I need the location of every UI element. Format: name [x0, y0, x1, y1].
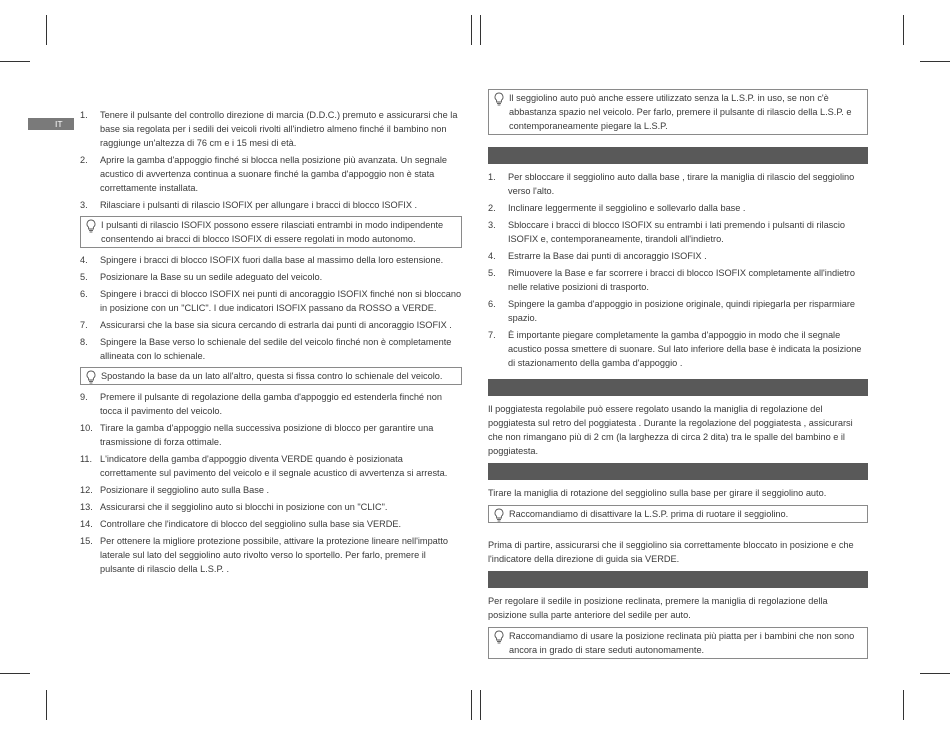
step-item — [488, 328, 868, 370]
step-text: È importante piegare completamente la gamba d'appoggio in modo che il segnale acustico possa smettere di suonare. Sul lato inferiore della base è indicata la posizione di stazionamento della gamba d'appoggio . — [508, 330, 862, 368]
step-item — [80, 390, 462, 418]
step-item — [488, 201, 868, 215]
step-number: 3. — [80, 200, 88, 210]
note-text: Raccomandiamo di disattivare la L.S.P. prima di ruotare il seggiolino. — [509, 509, 789, 519]
recline-paragraph: Per regolare il sedile in posizione reclinata, premere la maniglia di regolazione della posizione sulla parte anteriore del sedile per auto. — [488, 596, 828, 620]
crop-mark — [46, 15, 47, 45]
step-text: Premere il pulsante di regolazione della gamba d'appoggio ed estenderla finché non tocca il pavimento del veicolo. — [100, 392, 442, 416]
step-text: Sbloccare i bracci di blocco ISOFIX su entrambi i lati premendo i pulsanti di rilascio ISOFIX e, contemporaneamente, tirandoli all'indietro. — [508, 220, 846, 244]
step-item — [488, 266, 868, 294]
step-text: Inclinare leggermente il seggiolino e sollevarlo dalla base . — [508, 203, 746, 213]
step-item — [80, 483, 462, 497]
step-text: Per ottenere la migliore protezione possibile, attivare la protezione lineare nell'impatto laterale sul lato del seggiolino auto rivolto verso lo sportello. Per farlo, premere il pulsante di rilascio della L.S.P. . — [100, 536, 449, 574]
language-tab: IT — [28, 118, 74, 130]
step-item — [80, 198, 462, 212]
note-lsp-optional — [488, 89, 868, 135]
step-text: Posizionare la Base su un sedile adeguato del veicolo. — [100, 272, 323, 282]
step-item — [488, 170, 868, 198]
step-number: 10. — [80, 423, 93, 433]
step-item — [80, 270, 462, 284]
section-header-bar — [488, 571, 868, 588]
step-item — [80, 500, 462, 514]
step-number: 6. — [80, 289, 88, 299]
step-text: Controllare che l'indicatore di blocco del seggiolino sulla base sia VERDE. — [100, 519, 402, 529]
note-text: Raccomandiamo di usare la posizione reclinata più piatta per i bambini che non sono ancora in grado di stare seduti autonomamente. — [509, 631, 855, 655]
step-number: 14. — [80, 519, 93, 529]
step-text: Rilasciare i pulsanti di rilascio ISOFIX per allungare i bracci di blocco ISOFIX . — [100, 200, 418, 210]
check-paragraph: Prima di partire, assicurarsi che il seggiolino sia correttamente bloccato in posizione e che l'indicatore della direzione di guida sia VERDE. — [488, 540, 854, 564]
left-column — [80, 108, 462, 579]
step-number: 6. — [488, 299, 496, 309]
step-text: Rimuovere la Base e far scorrere i bracci di blocco ISOFIX completamente all'indietro nelle relative posizioni di trasporto. — [508, 268, 855, 292]
note-base-sideways — [80, 367, 462, 385]
step-item — [80, 253, 462, 267]
crop-mark — [46, 690, 47, 720]
step-item — [80, 534, 462, 576]
step-number: 4. — [488, 251, 496, 261]
crop-mark — [0, 673, 30, 674]
note-text: Il seggiolino auto può anche essere utilizzato senza la L.S.P. in uso, se non c'è abbastanza spazio nel veicolo. Per farlo, premere il pulsante di rilascio della L.S.P. e contemporaneamente piegare la L.S.P. — [509, 93, 852, 131]
crop-mark — [0, 61, 30, 62]
step-item — [80, 318, 462, 332]
crop-mark — [903, 15, 904, 45]
removal-steps — [488, 170, 868, 370]
crop-mark — [903, 690, 904, 720]
step-text: Per sbloccare il seggiolino auto dalla base , tirare la maniglia di rilascio del seggiolino verso l'alto. — [508, 172, 855, 196]
crop-mark — [471, 690, 472, 720]
installation-steps-c — [80, 390, 462, 576]
step-number: 5. — [488, 268, 496, 278]
step-item — [80, 287, 462, 315]
lightbulb-icon — [85, 370, 97, 384]
step-item — [80, 452, 462, 480]
rotate-paragraph: Tirare la maniglia di rotazione del seggiolino sulla base per girare il seggiolino auto. — [488, 488, 827, 498]
step-item — [80, 335, 462, 363]
note-recline — [488, 627, 868, 659]
crop-mark — [471, 15, 472, 45]
step-number: 2. — [488, 203, 496, 213]
step-text: Estrarre la Base dai punti di ancoraggio ISOFIX . — [508, 251, 707, 261]
step-number: 1. — [80, 110, 88, 120]
installation-steps-b — [80, 253, 462, 363]
lightbulb-icon — [85, 219, 97, 233]
step-number: 13. — [80, 502, 93, 512]
headrest-paragraph: Il poggiatesta regolabile può essere regolato usando la maniglia di regolazione del poggiatesta sul retro del poggiatesta . Durante la regolazione del poggiatesta , assicurarsi che non rimangano più di 2 cm (la larghezza di circa 2 dita) tra le spalle del bambino e il poggiatesta. — [488, 404, 853, 456]
step-item — [80, 517, 462, 531]
section-header-bar — [488, 147, 868, 164]
step-text: Spingere i bracci di blocco ISOFIX nei punti di ancoraggio ISOFIX finché non si bloccano in posizione con un "CLIC". I due indicatori ISOFIX passano da ROSSO a VERDE. — [100, 289, 462, 313]
step-number: 2. — [80, 155, 88, 165]
step-number: 1. — [488, 172, 496, 182]
step-item — [80, 108, 462, 150]
installation-steps-a — [80, 108, 462, 212]
crop-mark — [480, 15, 481, 45]
section-header-bar — [488, 379, 868, 396]
step-number: 4. — [80, 255, 88, 265]
note-isofix-buttons — [80, 216, 462, 248]
note-rotate — [488, 505, 868, 523]
step-number: 15. — [80, 536, 93, 546]
note-text: I pulsanti di rilascio ISOFIX possono essere rilasciati entrambi in modo indipendente consentendo ai bracci di blocco ISOFIX di essere regolati in modo autonomo. — [101, 220, 444, 244]
step-number: 9. — [80, 392, 88, 402]
right-column — [488, 89, 868, 664]
step-text: Tirare la gamba d'appoggio nella successiva posizione di blocco per garantire una trasmissione di forza ottimale. — [100, 423, 434, 447]
crop-mark — [920, 61, 950, 62]
crop-mark — [480, 690, 481, 720]
step-item — [488, 249, 868, 263]
step-number: 5. — [80, 272, 88, 282]
step-number: 11. — [80, 454, 93, 464]
lightbulb-icon — [493, 630, 505, 644]
step-text: L'indicatore della gamba d'appoggio diventa VERDE quando è posizionata correttamente sul pavimento del veicolo e il segnale acustico di avvertenza si arresta. — [100, 454, 448, 478]
step-number: 7. — [488, 330, 496, 340]
section-header-bar — [488, 463, 868, 480]
crop-mark — [920, 673, 950, 674]
step-text: Posizionare il seggiolino auto sulla Base . — [100, 485, 270, 495]
step-item — [80, 421, 462, 449]
lightbulb-icon — [493, 508, 505, 522]
step-text: Spingere la gamba d'appoggio in posizione originale, quindi ripiegarla per risparmiare spazio. — [508, 299, 856, 323]
step-text: Aprire la gamba d'appoggio finché si blocca nella posizione più avanzata. Un segnale acustico di avvertenza continua a suonare finché la gamba d'appoggio non è stata correttamente installata. — [100, 155, 448, 193]
step-number: 7. — [80, 320, 88, 330]
step-number: 3. — [488, 220, 496, 230]
step-text: Tenere il pulsante del controllo direzione di marcia (D.D.C.) premuto e assicurarsi che la base sia regolata per i sedili dei veicoli rivolti all'indietro almeno finché il bambino non raggiunge un'altezza di 76 cm e i 15 mesi di età. — [100, 110, 458, 148]
note-text: Spostando la base da un lato all'altro, questa si fissa contro lo schienale del veicolo. — [101, 371, 443, 381]
step-text: Spingere i bracci di blocco ISOFIX fuori dalla base al massimo della loro estensione. — [100, 255, 444, 265]
step-item — [488, 218, 868, 246]
step-text: Assicurarsi che il seggiolino auto si blocchi in posizione con un "CLIC". — [100, 502, 388, 512]
step-item — [488, 297, 868, 325]
step-text: Assicurarsi che la base sia sicura cercando di estrarla dai punti di ancoraggio ISOFIX . — [100, 320, 452, 330]
step-number: 8. — [80, 337, 88, 347]
step-item — [80, 153, 462, 195]
lightbulb-icon — [493, 92, 505, 106]
step-text: Spingere la Base verso lo schienale del sedile del veicolo finché non è completamente allineata con lo schienale. — [100, 337, 452, 361]
step-number: 12. — [80, 485, 93, 495]
